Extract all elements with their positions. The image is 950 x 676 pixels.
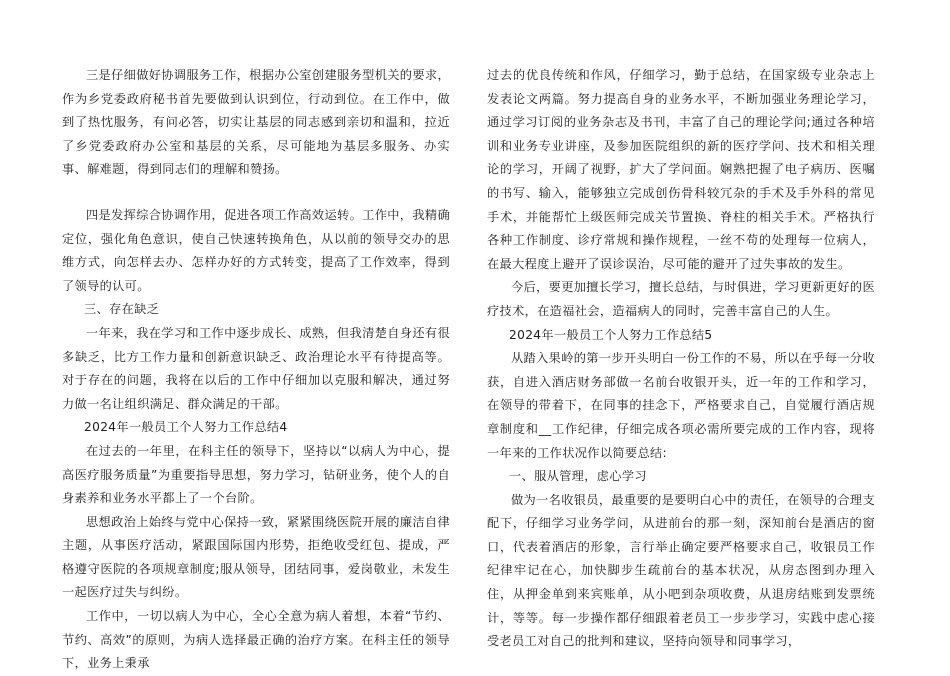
paragraph-coordination-role: 四是发挥综合协调作用，促进各项工作高效运转。工作中，我精确定位，强化角色意识，使自己快速转换角色，从以前的领导交办的思维方式，向怎样去办、怎样办好的方式转变，提高了工作效率，得到了领导的认可。 (62, 207, 450, 293)
paragraph-shortcomings: 一年来，我在学习和工作中逐步成长、成熟，但我清楚自身还有很多缺乏，比方工作力量和创新意识缺乏、政治理论水平有待提高等。对于存在的问题，我将在以后的工作中仔细加以克服和解决，通过努力做一名让组织满足、群众满足的干部。 (62, 325, 450, 411)
paragraph-coordination-service: 三是仔细做好协调服务工作，根据办公室创建服务型机关的要求，作为乡党委政府秘书首先要做到认识到位，行动到位。在工作中，做到了热忱服务，有问必答，切实让基层的同志感到亲切和温和，拉近了乡党委政府办公室和基层的关系，尽可能地为基层多服务、办实事、解难题，得到同志们的理解和赞扬。 (62, 68, 450, 177)
paragraph-intro-5: 从踏入果岭的第一步开头明白一份工作的不易，所以在乎每一分收获，自进入酒店财务部做一名前台收银开头，近一年的工作和学习，在领导的带着下，在同事的挂念下，严格要求自己，自觉履行酒店规章制度和__工作纪律，仔细完成各项必需所要完成的工作内容，现将一年来的工作状况作以简要总结: (487, 351, 875, 460)
paragraph-future: 今后，要更加擅长学习，擅长总结，与时俱进，学习更新更好的医疗技术，在造福社会，造福病人的同时，完善丰富自己的人生。 (487, 280, 875, 318)
summary-title-4: 2024年一般员工个人努力工作总结4 (84, 420, 288, 435)
section-heading-shortcomings: 三、存在缺乏 (84, 302, 160, 317)
summary-title-5: 2024年一般员工个人努力工作总结5 (509, 327, 713, 342)
paragraph-politics: 思想政治上始终与党中心保持一致，紧紧围绕医院开展的廉洁自律主题，从事医疗活动，紧跟国际国内形势，拒绝收受红包、提成，严格遵守医院的各项规章制度;服从领导，团结同事，爱岗敬业，未发生一起医疗过失与纠纷。 (62, 514, 450, 600)
paragraph-gap (62, 182, 450, 204)
paragraph-intro-4: 在过去的一年里，在科主任的领导下，坚持以“以病人为中心，提高医疗服务质量”为重要指导思想，努力学习，钻研业务，使个人的自身素养和业务水平都上了一个台阶。 (62, 443, 450, 506)
paragraph-work: 工作中，一切以病人为中心，全心全意为病人着想，本着“节约、节约、高效”的原则，为病人选择最正确的治疗方案。在科主任的领导下，业务上秉承 (62, 609, 450, 671)
right-column (487, 64, 875, 654)
left-column (62, 64, 450, 676)
paragraph-cashier: 做为一名收银员，最重要的是要明白心中的责任，在领导的合理支配下，仔细学习业务学问，从进前台的那一刻，深知前台是酒店的窗口，代表着酒店的形象，言行举止确定要严格要求自己，收银员工作纪律牢记在心，加快脚步生疏前台的基本状况，从房态图到办理入住，从押金单到来宾账单，从小吧到杂项收费，从退房结账到发票统计，等等。每一步操作都仔细跟着老员工一步步学习，实践中虑心接受老员工对自己的批判和建议，坚持向领导和同事学习， (487, 492, 875, 649)
section-heading-obey-management: 一、服从管理，虑心学习 (509, 469, 647, 484)
paragraph-work-continued: 过去的优良传统和作风，仔细学习，勤于总结，在国家级专业杂志上发表论文两篇。努力提高自身的业务水平，不断加强业务理论学习，通过学习订阅的业务杂志及书刊，丰富了自己的理论学问;通过各种培训和业务专业讲座，及参加医院组织的新的医疗学问、技术和相关理论的学习，开阔了视野，扩大了学问面。娴熟把握了电子病历、医嘱的书写、输入，能够独立完成创伤骨科较冗杂的手术及手外科的常见手术，并能帮忙上级医师完成关节置换、脊柱的相关手术。严格执行各种工作制度、诊疗常规和操作规程，一丝不苟的处理每一位病人，在最大程度上避开了误诊误治，尽可能的避开了过失事故的发生。 (487, 68, 875, 271)
